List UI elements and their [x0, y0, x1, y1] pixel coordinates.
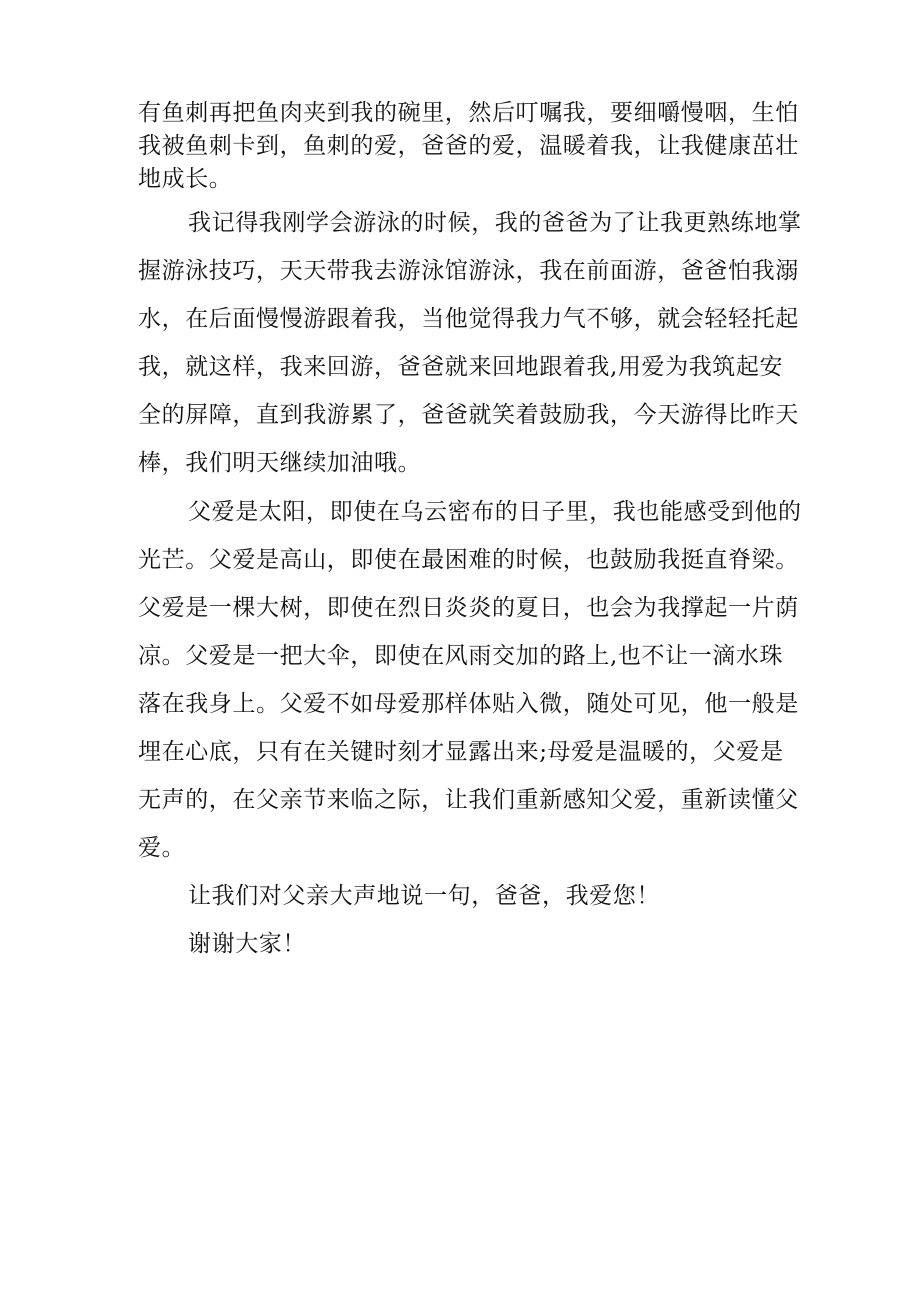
paragraph-swimming-line-4: 我，就这样，我来回游，爸爸就来回地跟着我,用爱为我筑起安: [138, 354, 784, 380]
paragraph-swimming-line-2: 握游泳技巧，天天带我去游泳馆游泳，我在前面游，爸爸怕我溺: [138, 258, 799, 284]
paragraph-swimming-line-5: 全的屏障，直到我游累了，爸爸就笑着鼓励我，今天游得比昨天: [138, 402, 799, 428]
paragraph-love-line-3: 父爱是一棵大树，即使在烈日炎炎的夏日，也会为我撑起一片荫: [138, 595, 799, 621]
paragraph-intro-line-1: 有鱼刺再把鱼肉夹到我的碗里，然后叮嘱我，要细嚼慢咽，生怕: [138, 100, 799, 126]
paragraph-swimming-line-3: 水，在后面慢慢游跟着我，当他觉得我力气不够，就会轻轻托起: [138, 306, 799, 332]
paragraph-love-line-6: 埋在心底，只有在关键时刻才显露出来;母爱是温暖的，父爱是: [138, 739, 784, 765]
paragraph-love-line-8: 爱。: [138, 835, 186, 861]
paragraph-love-line-1: 父爱是太阳，即使在乌云密布的日子里，我也能感受到他的: [188, 499, 802, 525]
thanks-line: 谢谢大家！: [188, 931, 306, 957]
paragraph-love-line-7: 无声的，在父亲节来临之际，让我们重新感知父爱，重新读懂父: [138, 787, 799, 813]
paragraph-intro-line-2: 我被鱼刺卡到，鱼刺的爱，爸爸的爱，温暖着我，让我健康茁壮: [138, 133, 799, 159]
paragraph-intro-line-3: 地成长。: [138, 166, 233, 192]
paragraph-love-line-4: 凉。父爱是一把大伞，即使在风雨交加的路上,也不让一滴水珠: [138, 643, 784, 669]
closing-call-line: 让我们对父亲大声地说一句，爸爸，我爱您！: [188, 883, 660, 909]
paragraph-swimming-line-1: 我记得我刚学会游泳的时候，我的爸爸为了让我更熟练地掌: [188, 210, 802, 236]
paragraph-love-line-2: 光芒。父爱是高山，即使在最困难的时候，也鼓励我挺直脊梁。: [138, 547, 799, 573]
paragraph-swimming-line-6: 棒，我们明天继续加油哦。: [138, 450, 422, 476]
paragraph-love-line-5: 落在我身上。父爱不如母爱那样体贴入微，随处可见，他一般是: [138, 691, 799, 717]
